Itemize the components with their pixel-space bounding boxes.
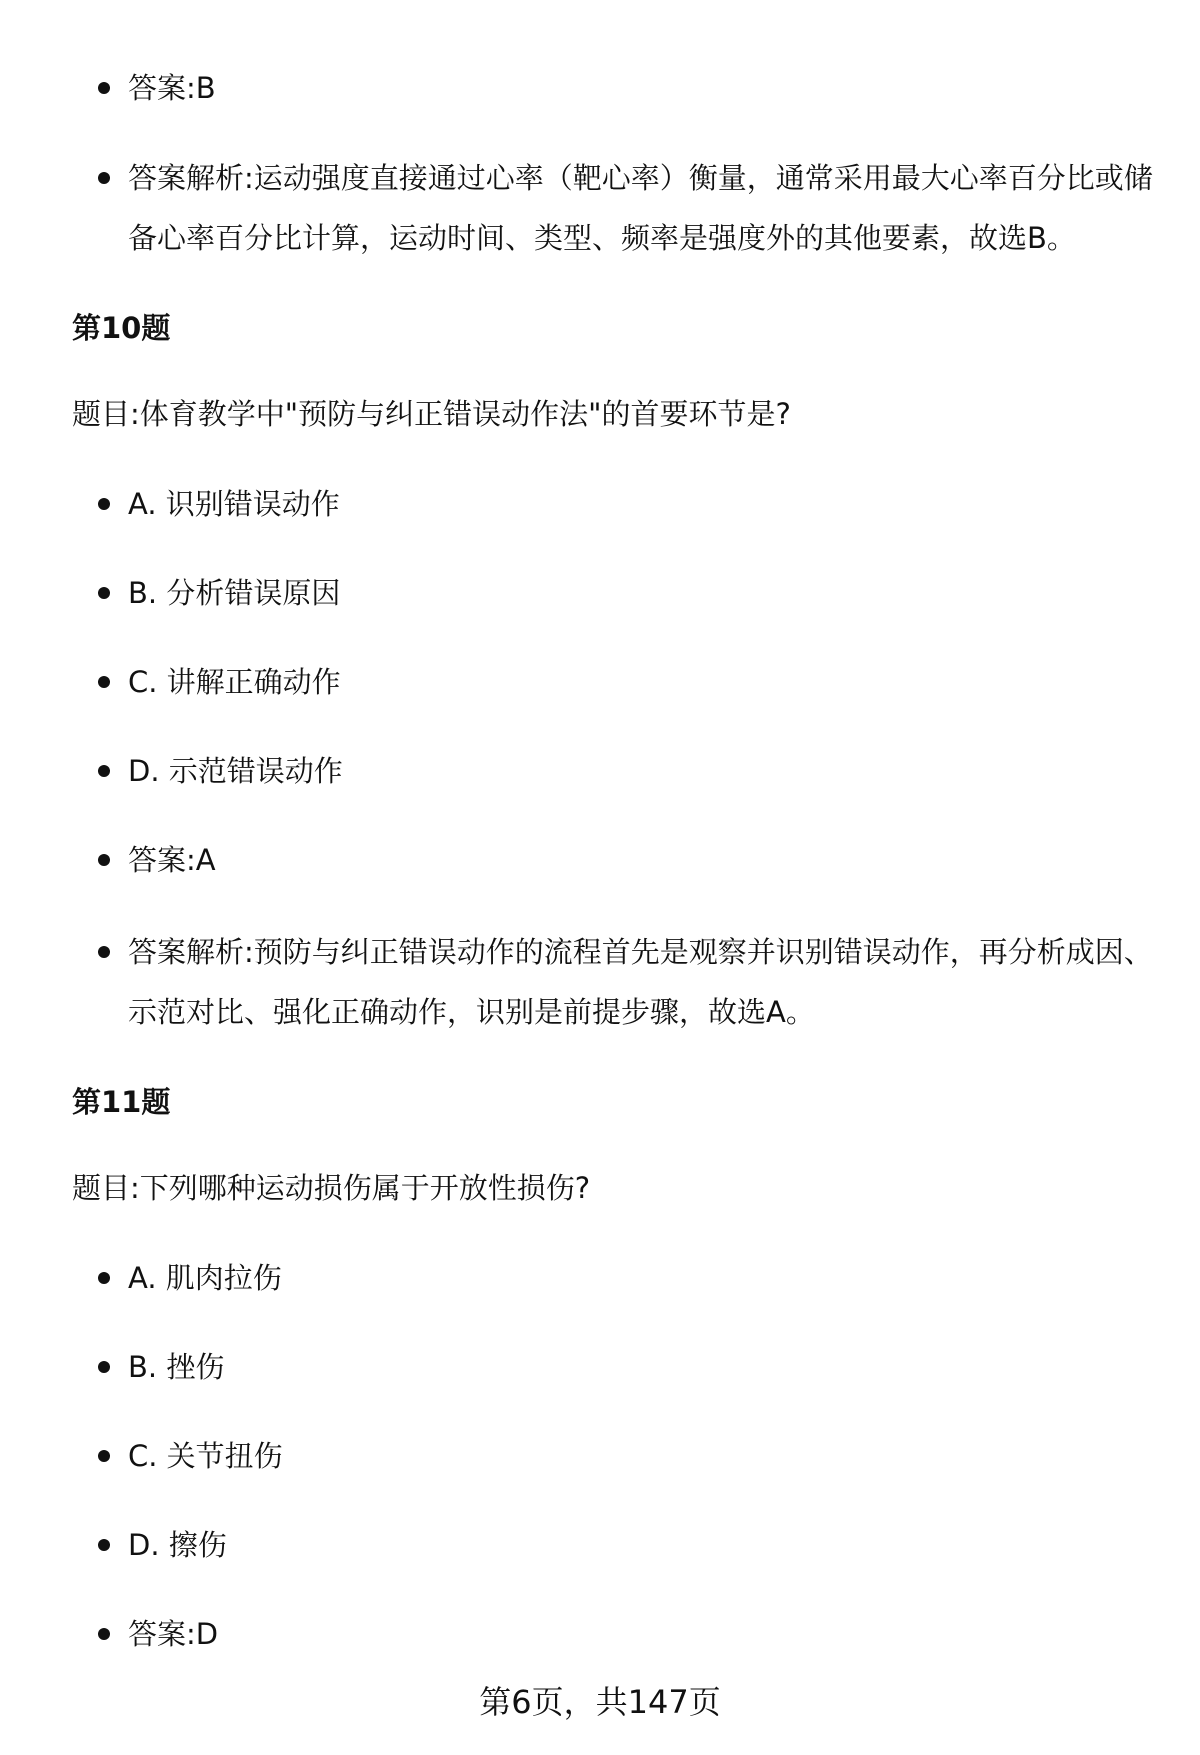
list-item-option bbox=[128, 1426, 1160, 1486]
bullet-dot-icon bbox=[98, 1272, 110, 1284]
list-item-answer bbox=[128, 58, 1160, 118]
option-text: D. 擦伤 bbox=[128, 1528, 227, 1562]
option-text: B. 挫伤 bbox=[128, 1350, 225, 1384]
list-item-option bbox=[128, 1248, 1160, 1308]
list-item-explanation bbox=[128, 148, 1160, 268]
list-item-option bbox=[128, 474, 1160, 534]
bullet-dot-icon bbox=[98, 854, 110, 866]
question-heading: 第10题 bbox=[72, 311, 171, 345]
list-item-option bbox=[128, 563, 1160, 623]
bullet-dot-icon bbox=[98, 765, 110, 777]
answer-text: 答案:A bbox=[128, 843, 216, 877]
list-item-option bbox=[128, 1337, 1160, 1397]
bullet-dot-icon bbox=[98, 587, 110, 599]
option-text: A. 肌肉拉伤 bbox=[128, 1261, 282, 1295]
list-item-answer bbox=[128, 830, 1160, 890]
list-item-option bbox=[128, 741, 1160, 801]
explanation-text: 答案解析:预防与纠正错误动作的流程首先是观察并识别错误动作，再分析成因、示范对比、强化正确动作，识别是前提步骤，故选A。 bbox=[128, 935, 1153, 1029]
option-text: C. 关节扭伤 bbox=[128, 1439, 283, 1473]
option-text: A. 识别错误动作 bbox=[128, 487, 340, 521]
option-text: B. 分析错误原因 bbox=[128, 576, 341, 610]
list-item-explanation bbox=[128, 922, 1160, 1042]
bullet-dot-icon bbox=[98, 1628, 110, 1640]
list-item-option bbox=[128, 1515, 1160, 1575]
explanation-text: 答案解析:运动强度直接通过心率（靶心率）衡量，通常采用最大心率百分比或储备心率百分比计算，运动时间、类型、频率是强度外的其他要素，故选B。 bbox=[128, 161, 1153, 255]
page-number-footer: 第6页，共147页 bbox=[479, 1683, 721, 1721]
bullet-dot-icon bbox=[98, 1450, 110, 1462]
answer-text: 答案:B bbox=[128, 71, 216, 105]
bullet-dot-icon bbox=[98, 82, 110, 94]
bullet-dot-icon bbox=[98, 172, 110, 184]
option-text: C. 讲解正确动作 bbox=[128, 665, 341, 699]
bullet-dot-icon bbox=[98, 946, 110, 958]
list-item-answer bbox=[128, 1604, 1160, 1664]
bullet-dot-icon bbox=[98, 676, 110, 688]
list-item-option bbox=[128, 652, 1160, 712]
question-text: 题目:体育教学中"预防与纠正错误动作法"的首要环节是? bbox=[72, 397, 791, 431]
question-text: 题目:下列哪种运动损伤属于开放性损伤? bbox=[72, 1171, 591, 1205]
question-heading: 第11题 bbox=[72, 1085, 171, 1119]
bullet-dot-icon bbox=[98, 1361, 110, 1373]
option-text: D. 示范错误动作 bbox=[128, 754, 343, 788]
bullet-dot-icon bbox=[98, 1539, 110, 1551]
answer-text: 答案:D bbox=[128, 1617, 219, 1651]
bullet-dot-icon bbox=[98, 498, 110, 510]
